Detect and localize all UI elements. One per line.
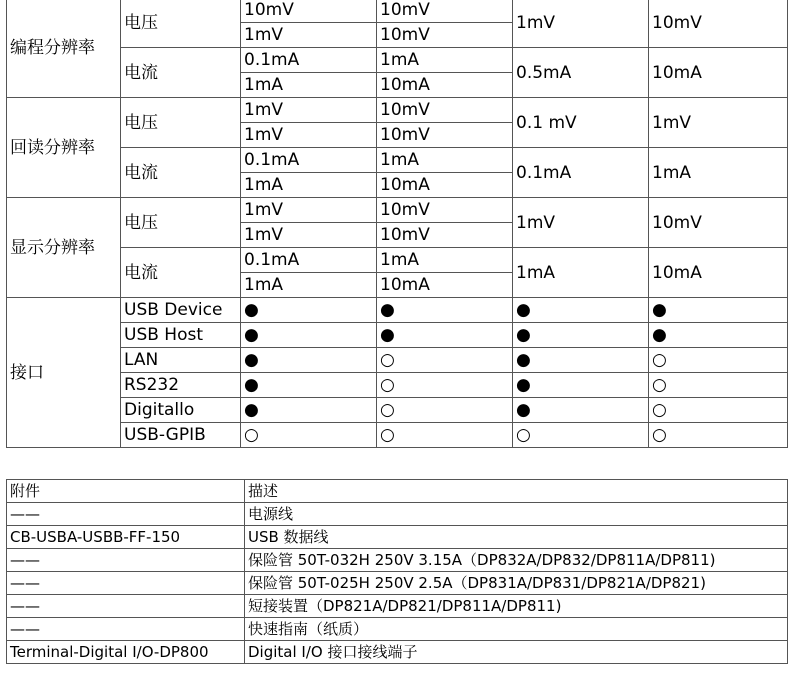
interface-row xyxy=(7,298,788,323)
optional-mark: ○ xyxy=(377,373,513,398)
accessory-desc: USB 数据线 xyxy=(245,526,788,549)
spec-row xyxy=(7,248,788,273)
value-cell: 1mV xyxy=(241,198,377,223)
value-cell: 1mA xyxy=(649,148,788,198)
accessory-desc: 电源线 xyxy=(245,503,788,526)
accessory-table xyxy=(6,479,788,664)
supported-mark: ● xyxy=(241,298,377,323)
value-cell: 10mV xyxy=(377,123,513,148)
value-cell: 10mV xyxy=(649,198,788,248)
supported-mark: ● xyxy=(241,398,377,423)
value-cell: 1mA xyxy=(241,273,377,298)
interface-label: Digitallo xyxy=(121,398,241,423)
value-cell: 1mA xyxy=(377,48,513,73)
accessory-header-row xyxy=(7,480,788,503)
supported-mark: ● xyxy=(513,398,649,423)
supported-mark: ● xyxy=(513,348,649,373)
value-cell: 1mA xyxy=(241,173,377,198)
group-title: 显示分辨率 xyxy=(7,198,121,298)
value-cell: 10mV xyxy=(377,0,513,23)
value-cell: 1mV xyxy=(513,198,649,248)
group-title: 回读分辨率 xyxy=(7,98,121,198)
supported-mark: ● xyxy=(513,298,649,323)
supported-mark: ● xyxy=(513,373,649,398)
supported-mark: ● xyxy=(241,373,377,398)
accessory-desc: 保险管 50T-025H 250V 2.5A（DP831A/DP831/DP821A/DP821) xyxy=(245,572,788,595)
measure-label: 电压 xyxy=(121,0,241,48)
interface-label: USB Host xyxy=(121,323,241,348)
value-cell: 1mV xyxy=(649,98,788,148)
supported-mark: ● xyxy=(649,323,788,348)
optional-mark: ○ xyxy=(377,348,513,373)
interface-row xyxy=(7,323,788,348)
optional-mark: ○ xyxy=(649,373,788,398)
value-cell: 1mV xyxy=(241,123,377,148)
value-cell: 1mV xyxy=(241,98,377,123)
value-cell: 1mA xyxy=(377,148,513,173)
optional-mark: ○ xyxy=(649,348,788,373)
interface-label: LAN xyxy=(121,348,241,373)
optional-mark: ○ xyxy=(513,423,649,448)
accessory-row xyxy=(7,618,788,641)
value-cell: 0.5mA xyxy=(513,48,649,98)
accessory-row xyxy=(7,503,788,526)
value-cell: 0.1mA xyxy=(513,148,649,198)
value-cell: 1mA xyxy=(241,73,377,98)
value-cell: 1mV xyxy=(241,23,377,48)
accessory-row xyxy=(7,549,788,572)
accessory-part: —— xyxy=(7,618,245,641)
spec-table xyxy=(6,0,788,448)
value-cell: 10mV xyxy=(377,23,513,48)
accessory-row xyxy=(7,526,788,549)
optional-mark: ○ xyxy=(377,423,513,448)
accessory-part: —— xyxy=(7,572,245,595)
spec-row xyxy=(7,198,788,223)
optional-mark: ○ xyxy=(241,423,377,448)
spec-row xyxy=(7,98,788,123)
value-cell: 1mV xyxy=(513,0,649,48)
interface-label: USB Device xyxy=(121,298,241,323)
interface-label: RS232 xyxy=(121,373,241,398)
group-title: 编程分辨率 xyxy=(7,0,121,98)
value-cell: 10mV xyxy=(377,223,513,248)
accessory-part: CB-USBA-USBB-FF-150 xyxy=(7,526,245,549)
interface-row xyxy=(7,398,788,423)
accessory-desc: 短接装置（DP821A/DP821/DP811A/DP811) xyxy=(245,595,788,618)
value-cell: 0.1mA xyxy=(241,48,377,73)
value-cell: 0.1mA xyxy=(241,248,377,273)
value-cell: 10mV xyxy=(241,0,377,23)
interface-row xyxy=(7,423,788,448)
group-title: 接口 xyxy=(7,298,121,448)
measure-label: 电流 xyxy=(121,248,241,298)
accessory-desc: 保险管 50T-032H 250V 3.15A（DP832A/DP832/DP811A/DP811) xyxy=(245,549,788,572)
value-cell: 0.1 mV xyxy=(513,98,649,148)
optional-mark: ○ xyxy=(649,423,788,448)
value-cell: 0.1mA xyxy=(241,148,377,173)
value-cell: 10mA xyxy=(377,73,513,98)
measure-label: 电流 xyxy=(121,148,241,198)
measure-label: 电流 xyxy=(121,48,241,98)
value-cell: 10mV xyxy=(649,0,788,48)
value-cell: 10mA xyxy=(377,173,513,198)
value-cell: 10mA xyxy=(649,48,788,98)
spec-row xyxy=(7,48,788,73)
accessory-desc: Digital I/O 接口接线端子 xyxy=(245,641,788,664)
interface-label: USB-GPIB xyxy=(121,423,241,448)
supported-mark: ● xyxy=(649,298,788,323)
accessory-row xyxy=(7,595,788,618)
value-cell: 10mV xyxy=(377,198,513,223)
accessory-part: —— xyxy=(7,549,245,572)
supported-mark: ● xyxy=(377,298,513,323)
value-cell: 1mV xyxy=(241,223,377,248)
value-cell: 1mA xyxy=(377,248,513,273)
measure-label: 电压 xyxy=(121,98,241,148)
value-cell: 10mV xyxy=(377,98,513,123)
accessory-header-part: 附件 xyxy=(7,480,245,503)
supported-mark: ● xyxy=(513,323,649,348)
interface-row xyxy=(7,373,788,398)
supported-mark: ● xyxy=(241,323,377,348)
optional-mark: ○ xyxy=(649,398,788,423)
spec-row xyxy=(7,0,788,23)
accessory-part: —— xyxy=(7,503,245,526)
value-cell: 10mA xyxy=(649,248,788,298)
spec-row xyxy=(7,148,788,173)
accessory-row xyxy=(7,641,788,664)
accessory-row xyxy=(7,572,788,595)
measure-label: 电压 xyxy=(121,198,241,248)
supported-mark: ● xyxy=(377,323,513,348)
accessory-part: —— xyxy=(7,595,245,618)
accessory-header-desc: 描述 xyxy=(245,480,788,503)
value-cell: 10mA xyxy=(377,273,513,298)
accessory-desc: 快速指南（纸质） xyxy=(245,618,788,641)
interface-row xyxy=(7,348,788,373)
accessory-part: Terminal-Digital I/O-DP800 xyxy=(7,641,245,664)
optional-mark: ○ xyxy=(377,398,513,423)
supported-mark: ● xyxy=(241,348,377,373)
value-cell: 1mA xyxy=(513,248,649,298)
